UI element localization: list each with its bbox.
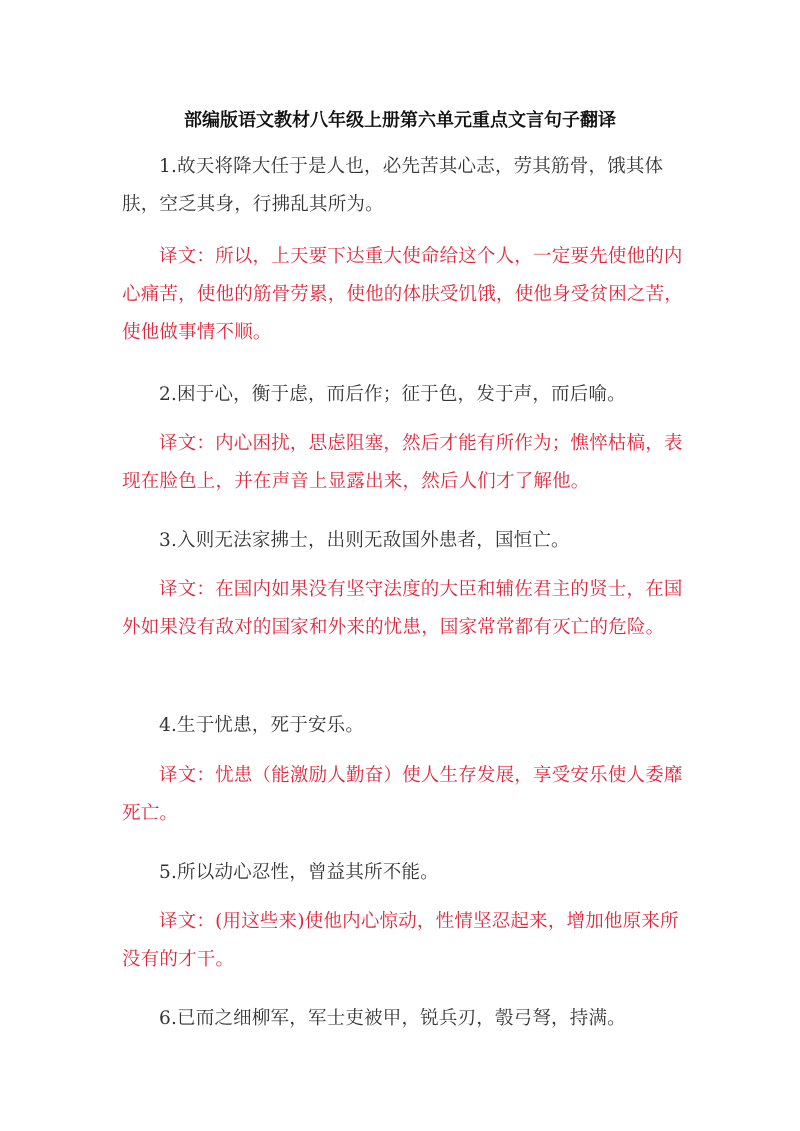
translation-4: 译文：忧患（能激励人勤奋）使人生存发展，享受安乐使人委靡死亡。: [122, 765, 683, 824]
source-sentence-2: 2.困于心，衡于虑，而后作；征于色，发于声，而后喻。: [159, 384, 626, 405]
source-sentence-1: 1.故天将降大任于是人也，必先苦其心志，劳其筋骨，饿其体肤，空乏其身，行拂乱其所为。: [122, 156, 664, 215]
translation-3: 译文：在国内如果没有坚守法度的大臣和辅佐君主的贤士，在国外如果没有敌对的国家和外来的忧患，国家常常都有灭亡的危险。: [122, 579, 683, 638]
source-sentence-5: 5.所以动心忍性，曾益其所不能。: [159, 862, 439, 883]
source-sentence-4: 4.生于忧患，死于安乐。: [159, 715, 365, 736]
translation-1: 译文：所以，上天要下达重大使命给这个人，一定要先使他的内心痛苦，使他的筋骨劳累，使他的体肤受饥饿，使他身受贫困之苦，使他做事情不顺。: [122, 246, 684, 343]
source-sentence-6: 6.已而之细柳军，军士吏被甲，锐兵刃，彀弓弩，持满。: [159, 1008, 626, 1029]
source-sentence-3: 3.入则无法家拂士，出则无敌国外患者，国恒亡。: [159, 530, 570, 551]
document-title: 部编版语文教材八年级上册第六单元重点文言句子翻译: [184, 110, 616, 131]
translation-5: 译文：(用这些来)使他内心惊动，性情坚忍起来，增加他原来所没有的才干。: [122, 911, 679, 970]
translation-2: 译文：内心困扰，思虑阻塞，然后才能有所作为；憔悴枯槁，表现在脸色上，并在声音上显露出来，然后人们才了解他。: [122, 433, 683, 492]
